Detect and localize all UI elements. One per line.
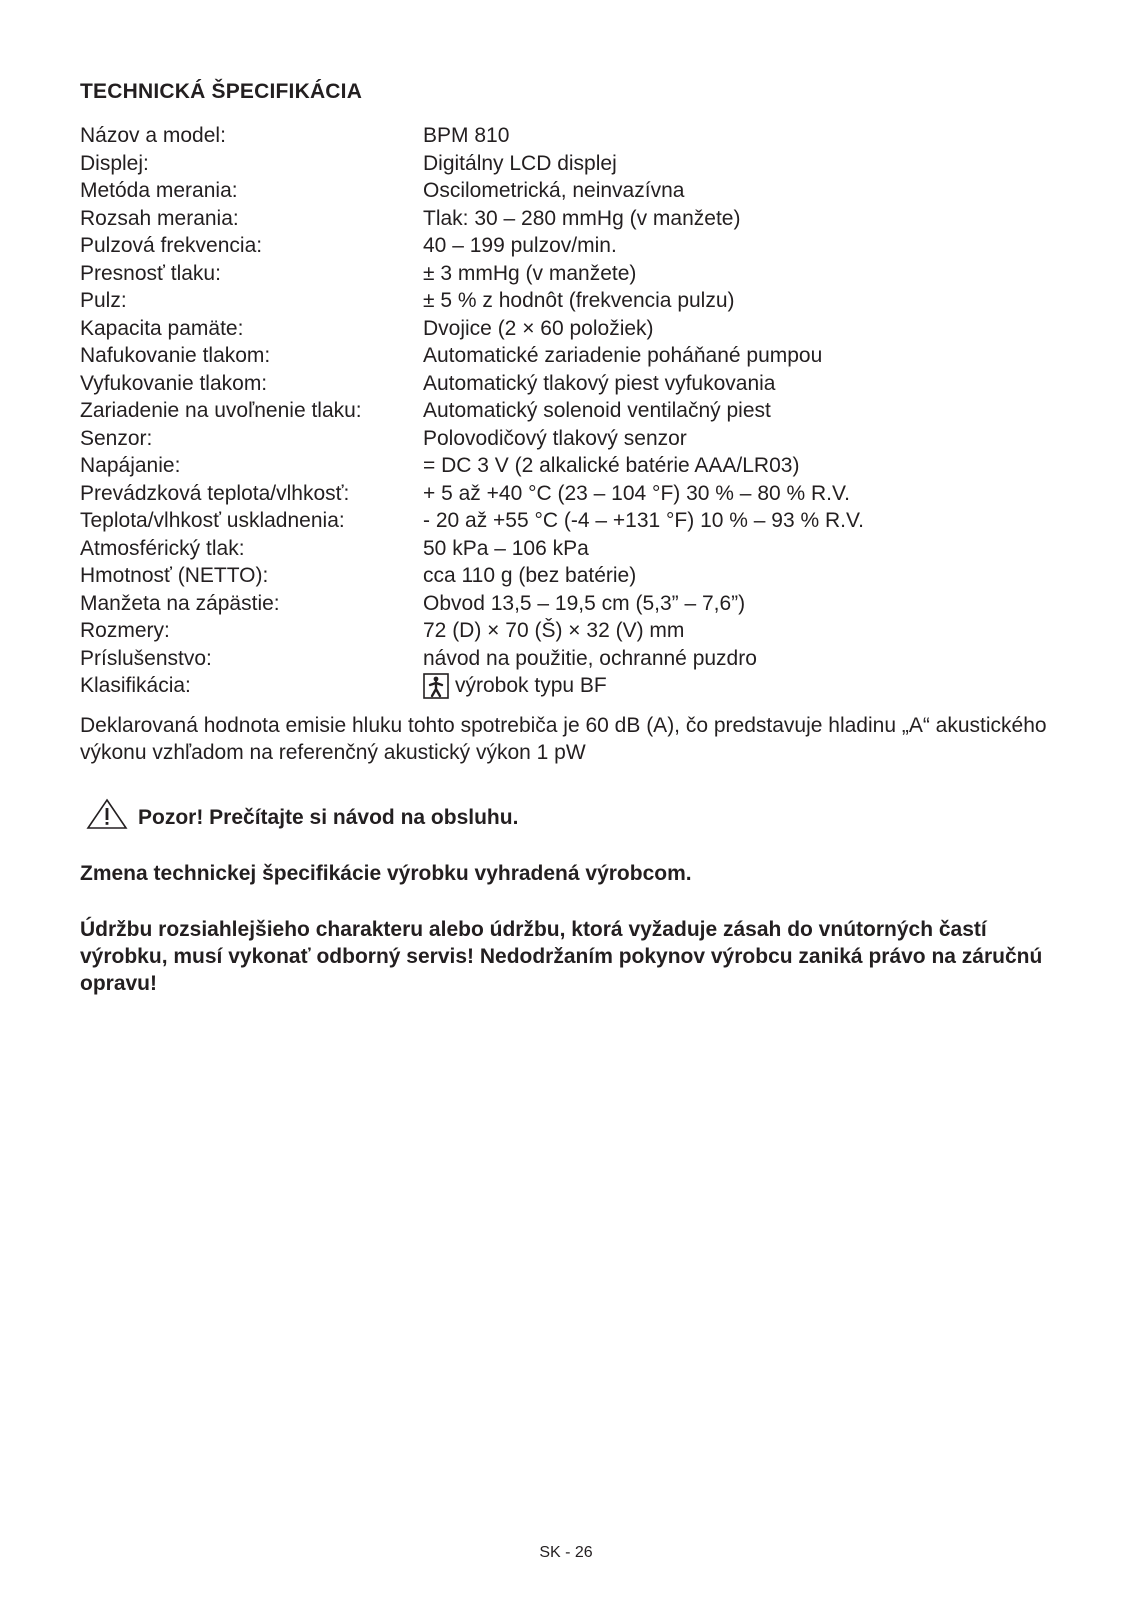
spec-value	[423, 672, 607, 700]
spec-label: Kapacita pamäte:	[80, 316, 244, 340]
spec-value-text: výrobok typu BF	[455, 674, 607, 697]
spec-value-text: 40 – 199 pulzov/min.	[423, 234, 617, 257]
page-number: SK - 26	[539, 1544, 593, 1561]
spec-value	[423, 452, 799, 480]
spec-value-text: Polovodičový tlakový senzor	[423, 426, 687, 450]
spec-label: Atmosférický tlak:	[80, 536, 245, 560]
spec-label: Pulzová frekvencia:	[80, 234, 263, 257]
spec-value	[423, 150, 617, 178]
spec-row	[80, 590, 864, 618]
spec-label: Zariadenie na uvoľnenie tlaku:	[80, 399, 362, 422]
spec-value	[423, 645, 757, 673]
spec-row	[80, 507, 864, 535]
spec-value	[423, 507, 864, 535]
spec-value	[423, 535, 589, 563]
spec-value-text: = DC 3 V (2 alkalické batérie AAA/LR03)	[423, 454, 800, 477]
spec-value	[423, 287, 735, 315]
maintenance-notice: Údržbu rozsiahlejšieho charakteru alebo údržbu, ktorá vyžaduje zásah do vnútorných častí výrobku, musí vykonať odborný servis! Nedodržaním pokynov výrobcu zaniká právo na záručnú opravu!	[80, 918, 1043, 995]
spec-value-text: ± 5 % z hodnôt (frekvencia pulzu)	[423, 289, 735, 312]
spec-value	[423, 260, 636, 288]
spec-row	[80, 397, 864, 425]
spec-value	[423, 590, 745, 618]
spec-value	[423, 480, 850, 508]
spec-label: Názov a model:	[80, 124, 226, 147]
spec-label: Pulz:	[80, 289, 127, 312]
spec-value-text: 50 kPa – 106 kPa	[423, 536, 589, 560]
spec-value-text: Automatický tlakový piest vyfukovania	[423, 371, 776, 395]
spec-label: Príslušenstvo:	[80, 646, 212, 670]
spec-value-text: Obvod 13,5 – 19,5 cm (5,3” – 7,6”)	[423, 591, 746, 615]
spec-row	[80, 672, 864, 700]
spec-value-text: cca 110 g (bez batérie)	[423, 564, 637, 587]
spec-label: Teplota/vlhkosť uskladnenia:	[80, 509, 345, 532]
spec-row	[80, 452, 864, 480]
spec-row	[80, 425, 864, 453]
spec-label: Klasifikácia:	[80, 674, 191, 697]
spec-value-text: návod na použitie, ochranné puzdro	[423, 646, 757, 670]
spec-label: Nafukovanie tlakom:	[80, 344, 271, 367]
spec-row	[80, 617, 864, 645]
spec-value-text: + 5 až +40 °C (23 – 104 °F) 30 % – 80 % R.V.	[423, 481, 850, 505]
spec-value	[423, 562, 636, 590]
spec-value-text: Automatický solenoid ventilačný piest	[423, 399, 771, 422]
spec-value	[423, 122, 509, 150]
noise-note: Deklarovaná hodnota emisie hluku tohto spotrebiča je 60 dB (A), čo predstavuje hladinu „A“ akustického výkonu vzhľadom na referenčný akustický výkon 1 pW	[80, 714, 1047, 764]
spec-value	[423, 315, 654, 343]
spec-row	[80, 260, 864, 288]
spec-value-text: - 20 až +55 °C (-4 – +131 °F) 10 % – 93 % R.V.	[423, 509, 864, 532]
warning-line	[86, 798, 518, 830]
spec-row	[80, 150, 864, 178]
spec-value-text: 72 (D) × 70 (Š) × 32 (V) mm	[423, 619, 685, 642]
spec-value	[423, 177, 684, 205]
spec-value-text: Oscilometrická, neinvazívna	[423, 179, 685, 202]
type-bf-applied-part-icon	[423, 673, 449, 699]
spec-value	[423, 425, 687, 453]
spec-value-text: ± 3 mmHg (v manžete)	[423, 261, 637, 285]
spec-value	[423, 370, 776, 398]
spec-value-text: Dvojice (2 × 60 položiek)	[423, 316, 654, 340]
spec-label: Rozmery:	[80, 619, 170, 642]
spec-value	[423, 617, 684, 645]
spec-value	[423, 342, 822, 370]
spec-label: Senzor:	[80, 426, 153, 450]
spec-value	[423, 205, 740, 233]
change-notice: Zmena technickej špecifikácie výrobku vyhradená výrobcom.	[80, 862, 692, 885]
warning-text: Pozor! Prečítajte si návod na obsluhu.	[138, 806, 519, 829]
warning-triangle-icon	[86, 798, 128, 830]
spec-value-text: Digitálny LCD displej	[423, 151, 617, 175]
spec-label: Napájanie:	[80, 454, 181, 477]
spec-row	[80, 122, 864, 150]
spec-row	[80, 232, 864, 260]
spec-label: Rozsah merania:	[80, 206, 239, 230]
spec-value-text: Tlak: 30 – 280 mmHg (v manžete)	[423, 206, 741, 230]
spec-row	[80, 562, 864, 590]
spec-value-text: BPM 810	[423, 124, 510, 147]
spec-row	[80, 480, 864, 508]
spec-value	[423, 232, 617, 260]
spec-row	[80, 315, 864, 343]
spec-label: Vyfukovanie tlakom:	[80, 371, 268, 395]
spec-row	[80, 342, 864, 370]
spec-label: Displej:	[80, 151, 149, 175]
spec-row	[80, 205, 864, 233]
spec-row	[80, 535, 864, 563]
spec-row	[80, 287, 864, 315]
page-title: TECHNICKÁ ŠPECIFIKÁCIA	[80, 80, 363, 103]
spec-label: Prevádzková teplota/vlhkosť:	[80, 481, 350, 505]
spec-label: Manžeta na zápästie:	[80, 591, 280, 615]
spec-value-text: Automatické zariadenie poháňané pumpou	[423, 344, 823, 367]
spec-row	[80, 645, 864, 673]
spec-value	[423, 397, 771, 425]
spec-row	[80, 177, 864, 205]
spec-row	[80, 370, 864, 398]
spec-label: Hmotnosť (NETTO):	[80, 564, 269, 587]
spec-label: Metóda merania:	[80, 179, 238, 202]
spec-table	[80, 122, 864, 700]
spec-label: Presnosť tlaku:	[80, 261, 221, 285]
